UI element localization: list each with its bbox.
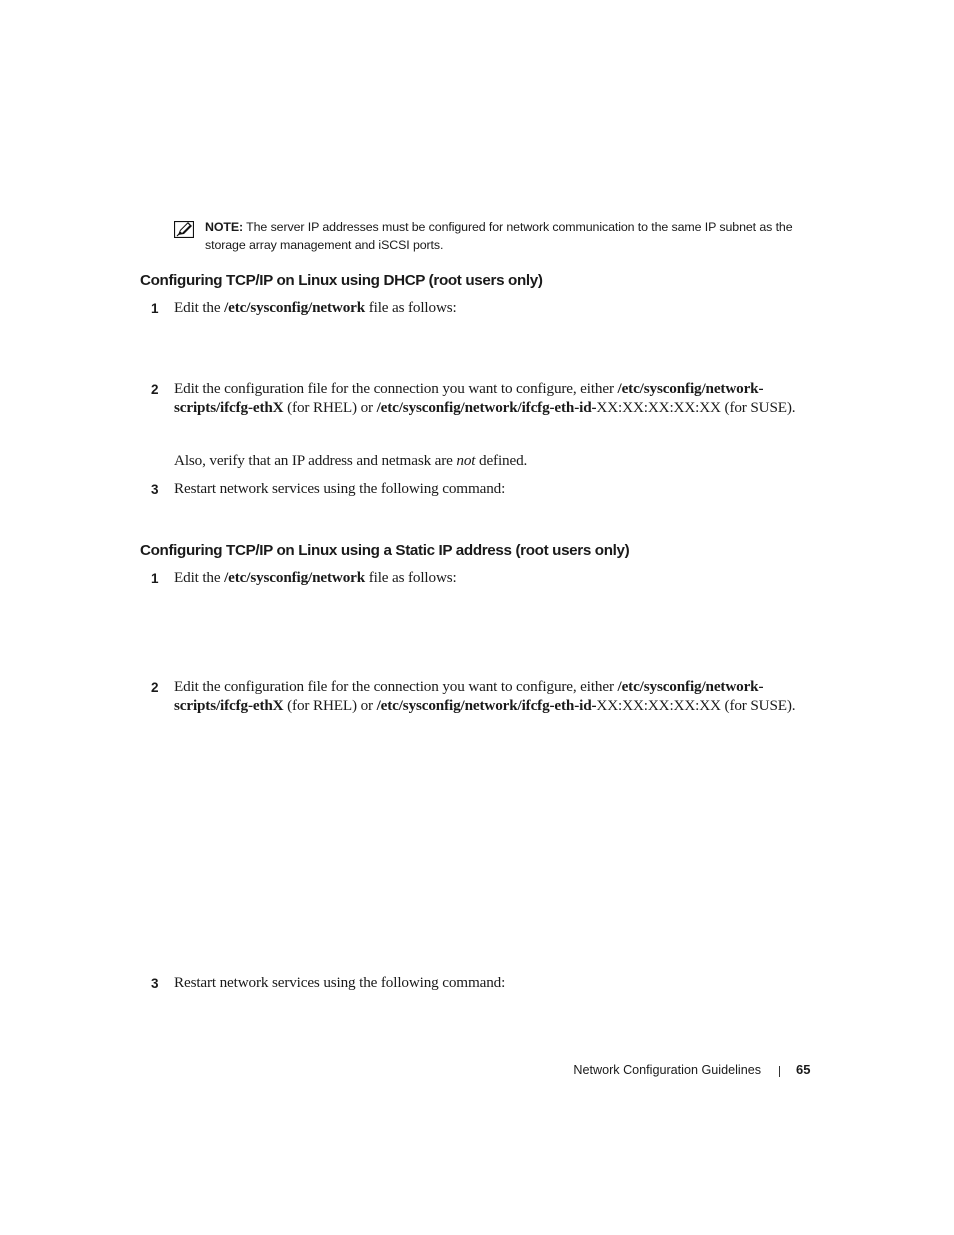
step-text: Edit the /etc/sysconfig/network file as follows: (174, 569, 457, 586)
step-text: Restart network services using the following command: (174, 480, 506, 497)
step-text: Restart network services using the following command: (174, 974, 506, 991)
file-path: scripts/ifcfg-ethX (174, 398, 284, 416)
file-path: /etc/sysconfig/network- (617, 678, 764, 695)
file-path: /etc/sysconfig/network (224, 299, 366, 316)
note-text (205, 219, 820, 254)
step-text: Edit the /etc/sysconfig/network file as follows: (174, 299, 457, 316)
step-number: 2 (151, 382, 159, 397)
page-number: 65 (796, 1062, 811, 1077)
file-path: /etc/sysconfig/network/ifcfg-eth-id- (376, 398, 597, 416)
step-text: Edit the configuration file for the connection you want to configure, either /etc/sysconfig/network- scripts/ifcfg-ethX (for RHEL) or /etc/sysconfig/network/ifcfg-eth-id-XX:XX:XX:XX:XX (for SUSE). (174, 380, 796, 416)
step-number: 1 (151, 571, 159, 586)
step-number: 2 (151, 680, 159, 695)
step-note-text: Also, verify that an IP address and netmask are not defined. (174, 452, 528, 469)
step-text: Edit the configuration file for the connection you want to configure, either /etc/sysconfig/network- scripts/ifcfg-ethX (for RHEL) or /etc/sysconfig/network/ifcfg-eth-id-XX:XX:XX:XX:XX (for SUSE). (174, 678, 796, 714)
note-pencil-icon (174, 221, 194, 238)
file-path: /etc/sysconfig/network- (617, 380, 764, 397)
step-number: 3 (151, 976, 159, 991)
footer-divider (779, 1066, 780, 1077)
step-number: 3 (151, 482, 159, 497)
file-path: scripts/ifcfg-ethX (174, 696, 284, 714)
file-path: /etc/sysconfig/network (224, 569, 366, 586)
section-heading-static-ip: Configuring TCP/IP on Linux using a Static IP address (root users only) (140, 542, 630, 559)
note-label: NOTE: (205, 220, 244, 234)
file-path: /etc/sysconfig/network/ifcfg-eth-id- (376, 696, 597, 714)
footer-chapter-title: Network Configuration Guidelines (573, 1063, 761, 1077)
step-number: 1 (151, 301, 159, 316)
section-heading-dhcp: Configuring TCP/IP on Linux using DHCP (root users only) (140, 272, 543, 289)
note-body: The server IP addresses must be configured for network communication to the same IP subnet as the storage array management and iSCSI ports. (205, 220, 793, 252)
